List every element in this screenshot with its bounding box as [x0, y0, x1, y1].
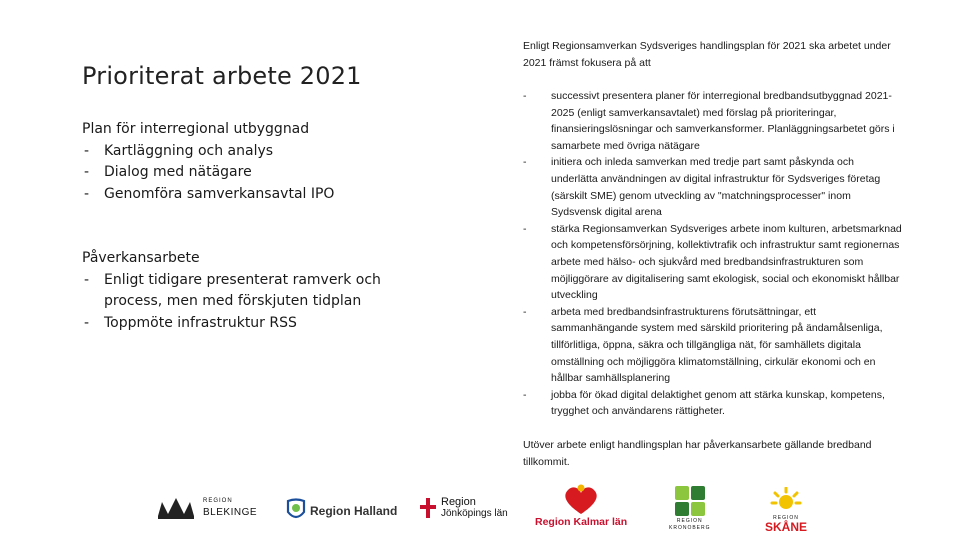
partner-logos — [150, 482, 830, 538]
bullet-dash: - — [523, 305, 527, 318]
list-item-text: successivt presentera planer för interregional bredbandsutbyggnad 2021-2025 (enligt samverkansavtalet) med förslag på prioriteringar, finansieringslösningar och samverkansformer. Planläggningsarbetet görs i samarbete med övriga nätägare — [551, 90, 895, 152]
blekinge-crown-icon — [154, 494, 198, 520]
list-item-text: Genomföra samverkansavtal IPO — [104, 185, 335, 202]
list-item — [523, 88, 903, 154]
bullet-dash: - — [84, 185, 90, 202]
plan-section — [82, 119, 412, 205]
region-kalmar-logo — [535, 484, 627, 528]
logo-text: SKÅNE — [765, 520, 808, 534]
logo-text: KRONOBERG — [669, 525, 711, 531]
region-halland-logo — [285, 498, 397, 524]
logo-text: Region Kalmar län — [535, 516, 628, 528]
list-item — [523, 154, 903, 220]
bullet-dash: - — [84, 164, 90, 180]
skane-sun-icon — [770, 487, 802, 515]
influence-section — [82, 248, 412, 334]
list-item-text: arbeta med bredbandsinfrastrukturens förutsättningar, ett sammanhängande system med särskild prioritering på ändamålsenliga, tillförlitliga, öppna, säkra och tillgängliga nät, för samhällets digitala omställning och möjliggöra klimatomställning, cirkulär ekonomi och en hållbar samhällsplanering — [551, 305, 883, 385]
logo-text: Jönköpings län — [441, 508, 508, 519]
jonkoping-cross-icon — [418, 496, 438, 520]
list-item — [82, 162, 412, 184]
list-item — [82, 313, 412, 335]
logo-text: REGION — [203, 498, 233, 504]
logo-text: Region — [441, 496, 476, 508]
list-item — [523, 304, 903, 387]
action-list — [523, 88, 903, 420]
plan-list — [82, 141, 412, 206]
bullet-dash: - — [84, 142, 90, 159]
list-item-text: Enligt tidigare presenterat ramverk och process, men med förskjuten tidplan — [104, 271, 381, 309]
plan-heading: Plan för interregional utbyggnad — [82, 121, 310, 137]
list-item — [82, 184, 412, 206]
kalmar-heart-icon — [560, 484, 602, 516]
list-item — [523, 221, 903, 304]
logo-text: REGION — [773, 515, 799, 521]
bullet-dash: - — [523, 90, 527, 102]
influence-heading: Påverkansarbete — [82, 250, 200, 266]
list-item-text: stärka Regionsamverkan Sydsveriges arbete inom kulturen, arbetsmarknad och kompetensförsörjning, kollektivtrafik och infrastruktur samt regionernas arbete med hälso- och sjukvård med bredbandsinfrastrukturen som möjliggörare av digitalisering samt ekologisk, social och ekonomiskt hållbar utveckling — [551, 222, 902, 302]
list-item-text: Toppmöte infrastruktur RSS — [104, 314, 297, 331]
halland-symbol-icon — [285, 498, 307, 524]
slide-title: Prioriterat arbete 2021 — [82, 62, 362, 90]
outro-text: Utöver arbete enligt handlingsplan har påverkansarbete gällande bredband tillkommit. — [523, 439, 872, 468]
influence-list — [82, 270, 412, 335]
bullet-dash: - — [84, 271, 90, 288]
list-item-text: jobba för ökad digital delaktighet genom att stärka kunskap, kompetens, trygghet och användarens rättigheter. — [551, 388, 885, 418]
region-skane-logo — [765, 487, 807, 534]
kronoberg-symbol-icon — [673, 484, 707, 518]
bullet-dash: - — [523, 388, 527, 401]
region-jonkoping-logo — [418, 496, 508, 520]
region-kronoberg-logo — [669, 484, 711, 532]
list-item — [82, 270, 412, 313]
intro-text: Enligt Regionsamverkan Sydsveriges handlingsplan för 2021 ska arbetet under 2021 främst fokusera på att — [523, 40, 891, 69]
logo-text: REGION — [676, 518, 703, 524]
list-item — [523, 387, 903, 420]
list-item-text: initiera och inleda samverkan med tredje part samt påskynda och underlätta användningen av digital infrastruktur för Sydsveriges företag (särskilt SME) genom utveckling av "matchningsprocesser" inom Sydsvensk digital arena — [551, 156, 881, 219]
logo-text: BLEKINGE — [203, 507, 258, 518]
list-item-text: Kartläggning och analys — [104, 142, 274, 159]
logo-text: Region Halland — [310, 504, 398, 518]
region-blekinge-logo — [154, 494, 257, 520]
bullet-dash: - — [523, 222, 527, 235]
bullet-dash: - — [523, 156, 527, 169]
bullet-dash: - — [84, 314, 90, 331]
list-item — [82, 141, 412, 163]
list-item-text: Dialog med nätägare — [104, 164, 252, 180]
